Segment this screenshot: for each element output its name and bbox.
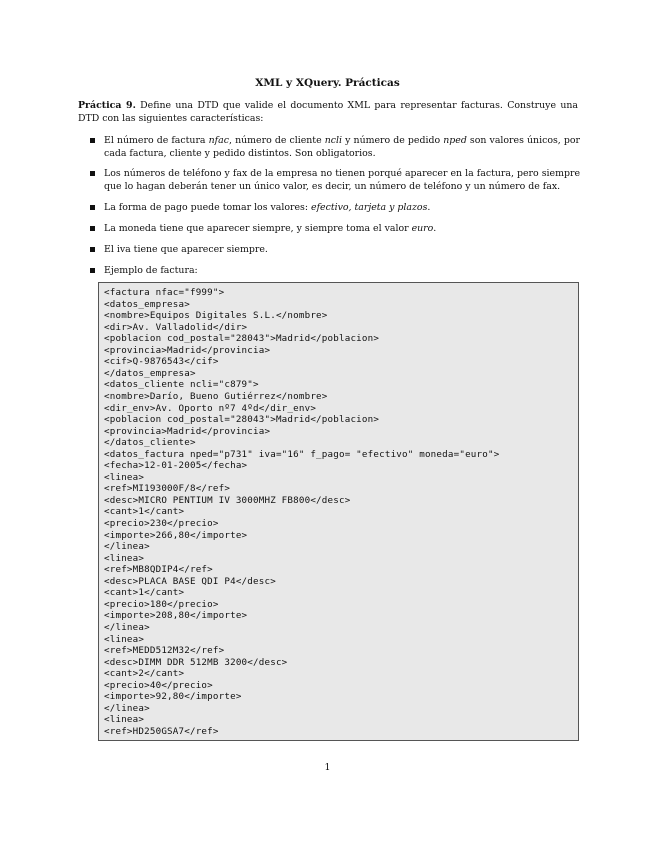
exercise-statement: [78, 99, 578, 125]
code-line: </datos_cliente>: [104, 437, 196, 449]
list-item: [90, 167, 580, 193]
list-item: [90, 243, 580, 256]
bullet-emphasis: nped: [443, 135, 467, 146]
page-title: XML y XQuery. Prácticas: [255, 77, 400, 89]
list-item: [90, 134, 580, 160]
bullet-text: Los números de teléfono y fax de la empresa no tienen porqué aparecer en la factura, pero siempre que lo hagan deberán tener un único valor, es decir, un número de teléfono y un número de fax.: [104, 168, 580, 192]
bullet-marker: [90, 247, 95, 252]
code-line: <factura nfac="f999">: [104, 287, 225, 298]
code-line: <datos_cliente ncli="c879">: [104, 379, 259, 391]
code-line: <cant>1</cant>: [104, 506, 185, 518]
bullet-marker: [90, 268, 95, 273]
code-line: <nombre>Equipos Digitales S.L.</nombre>: [104, 310, 328, 322]
code-line: <linea>: [104, 714, 145, 726]
list-item: [90, 264, 580, 277]
page-number: 1: [324, 762, 331, 773]
code-line: <provincia>Madrid</provincia>: [104, 425, 271, 437]
bullet-text: La forma de pago puede tomar los valores:: [104, 202, 312, 213]
code-line: <importe>208,80</importe>: [104, 610, 248, 622]
code-line: <nombre>Darío, Bueno Gutiérrez</nombre>: [104, 390, 328, 402]
code-line: </linea>: [104, 541, 150, 553]
code-line: <precio>180</precio>: [104, 598, 219, 610]
code-line: <dir_env>Av. Oporto nº7 4ºd</dir_env>: [104, 402, 317, 414]
exercise-text: Define una DTD que valide el documento XML para representar facturas. Construye una DTD con las siguientes características:: [78, 100, 578, 124]
code-line: <precio>230</precio>: [104, 518, 219, 529]
code-line: <importe>92,80</importe>: [104, 691, 242, 703]
code-line: <importe>266,80</importe>: [104, 529, 248, 541]
code-line: <datos_empresa>: [104, 298, 190, 310]
list-item: [90, 222, 580, 235]
bullet-text: El iva tiene que aparecer siempre.: [104, 244, 268, 255]
list-item: [90, 201, 580, 214]
bullet-emphasis: efectivo, tarjeta y plazos: [311, 202, 428, 213]
bullet-emphasis: ncli: [324, 135, 343, 146]
code-listing: [98, 282, 579, 741]
code-line: <ref>MEDD512M32</ref>: [104, 645, 225, 657]
bullet-marker: [90, 138, 95, 143]
exercise-label: Práctica 9.: [78, 100, 136, 111]
bullet-text: , número de cliente: [229, 135, 325, 146]
code-line: <ref>MB8QDIP4</ref>: [104, 564, 213, 576]
code-line: <desc>DIMM DDR 512MB 3200</desc>: [104, 656, 288, 668]
bullet-text: .: [427, 202, 431, 213]
code-line: </datos_empresa>: [104, 367, 196, 379]
code-line: <datos_factura nped="p731" iva="16" f_pago= "efectivo" moneda="euro">: [104, 448, 500, 460]
bullet-emphasis: euro: [411, 223, 434, 234]
code-line: </linea>: [104, 621, 150, 633]
code-line: <poblacion cod_postal="28043">Madrid</poblacion>: [104, 414, 380, 426]
code-line: <fecha>12-01-2005</fecha>: [104, 460, 248, 472]
code-line: <cif>Q-9876543</cif>: [104, 356, 219, 368]
bullet-emphasis: nfac: [208, 135, 229, 146]
bullet-text: .: [433, 223, 437, 234]
code-line: <cant>1</cant>: [104, 587, 185, 599]
bullet-marker: [90, 205, 95, 210]
code-line: </linea>: [104, 702, 150, 714]
code-line: <dir>Av. Valladolid</dir>: [104, 321, 248, 333]
code-line: <desc>MICRO PENTIUM IV 3000MHZ FB800</desc>: [104, 494, 351, 506]
code-line: <ref>HD250GSA7</ref>: [104, 725, 219, 737]
bullet-text: Ejemplo de factura:: [104, 265, 198, 276]
bullet-text: y número de pedido: [342, 135, 444, 146]
code-line: <poblacion cod_postal="28043">Madrid</poblacion>: [104, 333, 380, 345]
code-line: <linea>: [104, 471, 145, 483]
code-line: <provincia>Madrid</provincia>: [104, 344, 271, 356]
code-line: <linea>: [104, 552, 145, 564]
bullet-text: son valores únicos, por cada factura, cliente y pedido distintos. Son obligatorios.: [104, 135, 580, 159]
code-line: <precio>40</precio>: [104, 679, 213, 691]
bullet-text: La moneda tiene que aparecer siempre, y siempre toma el valor: [104, 223, 412, 234]
bullet-marker: [90, 226, 95, 231]
bullet-marker: [90, 171, 95, 176]
bullet-text: El número de factura: [104, 135, 209, 146]
code-line: <linea>: [104, 633, 145, 645]
code-line: <ref>MI193000F/8</ref>: [104, 483, 231, 495]
code-line: <cant>2</cant>: [104, 668, 185, 680]
code-line: <desc>PLACA BASE QDI P4</desc>: [104, 575, 276, 587]
